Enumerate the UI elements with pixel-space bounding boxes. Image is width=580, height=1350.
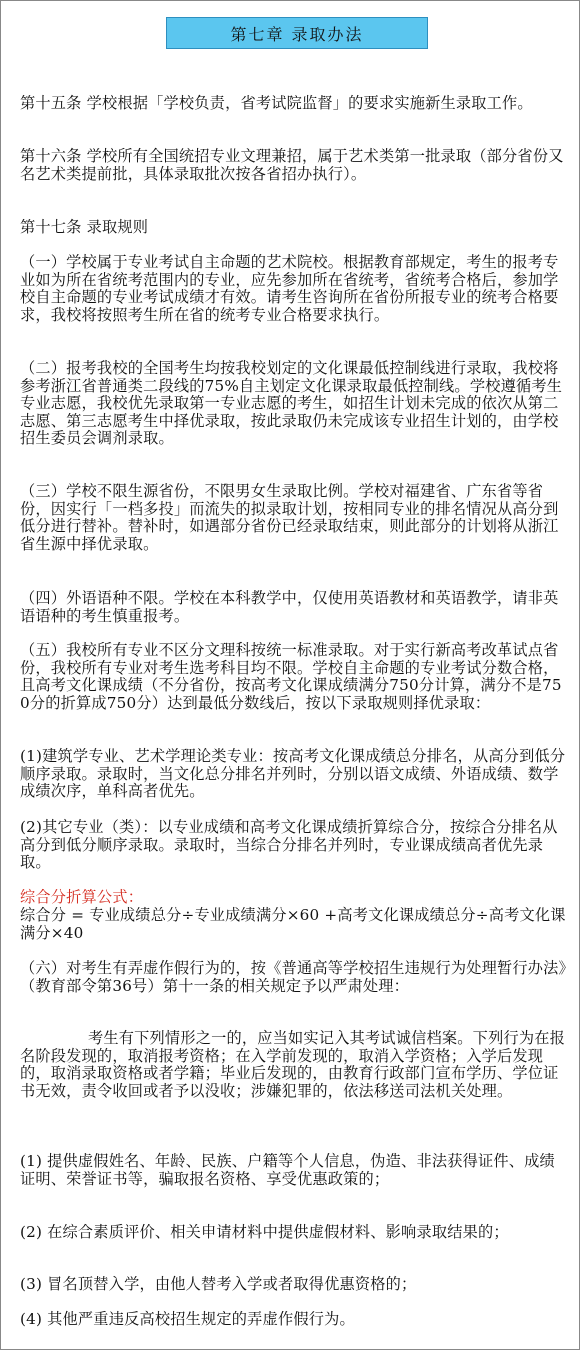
rule-2: （二）报考我校的全国考生均按我校划定的文化课最低控制线进行录取，我校将参考浙江省普通类二段线的75%自主划定文化课录取最低控制线。学校遵循考生专业志愿，我校优先录取第一专业志愿的考生，如招生计划未完成的依次从第二志愿、第三志愿考生中择优录取，按此录取仍未完成该专业招生计划的，由学校招生委员会调剂录取。 (20, 359, 563, 447)
rule-4: （四）外语语种不限。学校在本科教学中，仅使用英语教材和英语教学，请非英语语种的考生慎重报考。 (20, 589, 559, 625)
case-3: (3) 冒名顶替入学，由他人替考入学或者取得优惠资格的； (20, 1275, 417, 1293)
rule-5-item-2: (2)其它专业（类）：以专业成绩和高考文化课成绩折算综合分，按综合分排名从高分到低分顺序录取。录取时，当综合分排名并列时，专业课成绩高者优先录取。 (20, 818, 558, 871)
formula: 综合分 = 专业成绩总分÷专业成绩满分×60 +高考文化课成绩总分÷高考文化课满分×40 (20, 906, 566, 942)
article-16: 第十六条 学校所有全国统招专业文理兼招，属于艺术类第一批录取（部分省份又名艺术类提前批，具体录取批次按各省招办执行）。 (20, 147, 564, 183)
article-17-heading: 第十七条 录取规则 (20, 218, 149, 236)
rule-6: （六）对考生有弄虚作假行为的，按《普通高等学校招生违规行为处理暂行办法》（教育部令第36号）第十一条的相关规定予以严肃处理： (20, 959, 567, 995)
case-4: (4) 其他严重违反高校招生规定的弄虚作假行为。 (20, 1310, 355, 1328)
rule-3: （三）学校不限生源省份，不限男女生录取比例。学校对福建省、广东省等省份，因实行「一档多投」而流失的拟录取计划，按相同专业的排名情况从高分到低分进行替补。替补时，如遇部分省份已经录取结束，则此部分的计划将从浙江省生源中择优录取。 (20, 482, 559, 553)
chapter-title: 第七章 录取办法 (166, 17, 428, 49)
formula-heading: 综合分折算公式： (20, 888, 144, 906)
article-15: 第十五条 学校根据「学校负责，省考试院监督」的要求实施新生录取工作。 (20, 94, 533, 112)
case-2: (2) 在综合素质评价、相关申请材料中提供虚假材料、影响录取结果的； (20, 1223, 509, 1241)
rule-5-item-1: (1)建筑学专业、艺术学理论类专业：按高考文化课成绩总分排名，从高分到低分顺序录取。录取时，当文化总分排名并列时，分别以语文成绩、外语成绩、数学成绩次序，单科高者优先。 (20, 747, 566, 800)
case-1: (1) 提供虚假姓名、年龄、民族、户籍等个人信息，伪造、非法获得证件、成绩证明、荣誉证书等，骗取报名资格、享受优惠政策的； (20, 1152, 555, 1188)
rule-1: （一）学校属于专业考试自主命题的艺术院校。根据教育部规定，考生的报考专业如为所在省统考范围内的专业，应先参加所在省统考，省统考合格后，参加学校自主命题的专业考试成绩才有效。请考生咨询所在省份所报专业的统考合格要求，我校将按照考生所在省的统考专业合格要求执行。 (20, 253, 559, 324)
rule-6-body: 考生有下列情形之一的，应当如实记入其考试诚信档案。下列行为在报名阶段发现的，取消报考资格；在入学前发现的，取消入学资格；入学后发现的，取消录取资格或者学籍；毕业后发现的，由教育行政部门宣布学历、学位证书无效，责令收回或者予以没收；涉嫌犯罪的，依法移送司法机关处理。 (20, 1029, 566, 1100)
rule-5: （五）我校所有专业不区分文理科按统一标准录取。对于实行新高考改革试点省份，我校所有专业对考生选考科目均不限。学校自主命题的专业考试分数合格，且高考文化课成绩（不分省份，按高考文化课成绩满分750分计算，满分不是750分的折算成750分）达到最低分数线后，按以下录取规则择优录取： (20, 641, 562, 712)
